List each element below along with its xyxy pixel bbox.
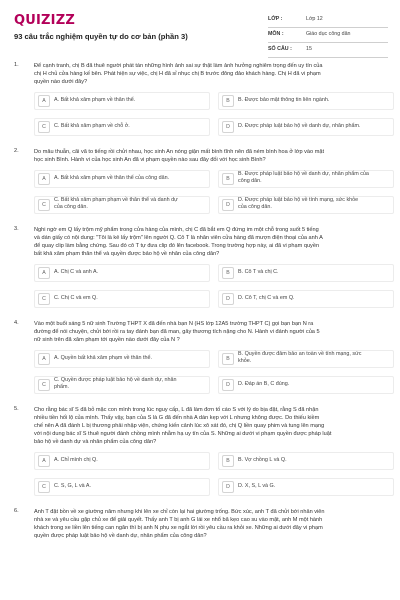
- answer-option-text: [238, 295, 390, 302]
- question-item: [0, 148, 400, 214]
- answer-option-text: [54, 483, 206, 490]
- question-text-line: Vào một buổi sáng 5 nữ sinh Trường THPT X đã đến nhà bạn N (HS lớp 12A5 trường THPT C) gọi bạn bạn N ra: [34, 321, 314, 327]
- answer-option-text-line: A. Bất khả xâm phạm về thân thể của công dân.: [54, 175, 170, 181]
- answer-option-letter: D: [222, 121, 234, 133]
- answer-option-text-line: D. Cô T, chị C và em Q.: [238, 295, 295, 301]
- answer-option-c[interactable]: [38, 376, 214, 394]
- answer-option-c[interactable]: [38, 118, 214, 136]
- answer-option-d[interactable]: [222, 290, 398, 308]
- answer-option-letter: A: [38, 173, 50, 185]
- answer-option-letter: A: [38, 267, 50, 279]
- question-text-line: để quay clip làm bằng chứng. Sau đó cô T tự đưa clip đó lên facebook. Trong trường hợp này, ai đã vi phạm quyền: [34, 243, 320, 249]
- question-text-line: Để cạnh tranh, chị B đã thuê người phát tán những hình ảnh sai sự thật làm ảnh hưởng nghiêm trọng đến uy tín của: [34, 63, 323, 69]
- answer-option-a[interactable]: [38, 170, 214, 188]
- answer-option-letter: B: [222, 173, 234, 185]
- question-text-line: bảo hộ về danh dự và nhân phẩm của công dân?: [34, 439, 157, 445]
- question-text-line: khách trong xe liền lên tiếng can ngăn thì bị anh N phụ xe ngắt lời rồi yêu cầu ra khỏi xe. Những ai dưới đây vi phạm: [34, 525, 323, 531]
- question-number: 1.: [14, 62, 19, 68]
- answer-option-letter: D: [222, 199, 234, 211]
- question-item: [0, 320, 400, 394]
- answer-option-letter: B: [222, 267, 234, 279]
- question-text-line: Cho rằng bác sĩ S đã bỏ mặc con mình trong lúc nguy cấp, L đã làm đơn tố cáo S với lý do bịa đặt, rằng S đã nhận: [34, 407, 319, 413]
- answer-option-text: [238, 351, 390, 365]
- answer-option-text-line: B. Cô T và chị C.: [238, 269, 279, 275]
- question-text-line: và dán giấy có nội dung: "Tôi là kẻ lấy trộm" lên người Q. Cô T là nhân viên cửa hàng đã mượn điện thoại của anh A: [34, 235, 323, 241]
- answer-option-text-line: của công dân.: [238, 204, 272, 210]
- answer-option-text: [238, 97, 390, 104]
- question-text: [34, 320, 386, 344]
- answer-option-letter: A: [38, 353, 50, 365]
- question-text: [34, 62, 386, 86]
- answer-option-text-line: C. S, G, L và A.: [54, 483, 91, 489]
- worksheet-header: [0, 0, 400, 60]
- answer-option-a[interactable]: [38, 92, 214, 110]
- answer-option-text-line: B. Quyền được đảm bảo an toàn về tính mạng, sức: [238, 351, 362, 357]
- meta-class-row: [268, 13, 388, 28]
- answer-option-text-line: D. Được pháp luật bảo hộ về danh dự, nhân phẩm.: [238, 123, 361, 129]
- answer-option-text-line: A. Bất khả xâm phạm về thân thể.: [54, 97, 136, 103]
- answer-option-letter: C: [38, 293, 50, 305]
- answer-option-text-line: D. X, S, L và G.: [238, 483, 276, 489]
- question-number: 2.: [14, 148, 19, 154]
- question-item: [0, 406, 400, 496]
- answer-option-a[interactable]: [38, 264, 214, 282]
- answer-option-text-line: của công dân.: [54, 204, 88, 210]
- meta-count-value: 15: [306, 46, 312, 52]
- answer-option-text-line: A. Quyền bất khả xâm phạm về thân thể.: [54, 355, 152, 361]
- answer-option-letter: C: [38, 481, 50, 493]
- question-number: 4.: [14, 320, 19, 326]
- answer-option-b[interactable]: [222, 170, 398, 188]
- answer-option-text: [238, 171, 390, 185]
- question-text-line: quyền nào dưới đây?: [34, 79, 88, 85]
- worksheet-title: 93 câu trắc nghiệm quyền tự do cơ bản (phần 3): [14, 32, 188, 41]
- question-text-line: bất khả xâm phạm thân thể và quyền được bảo hộ về nhân của công dân?: [34, 251, 220, 257]
- answer-option-text: [54, 123, 206, 130]
- answer-option-text-line: C. Bất khả xâm phạm phạm về thân thể và danh dự: [54, 197, 178, 203]
- meta-subject-label: MÔN :: [268, 31, 284, 37]
- meta-class-value: Lớp 12: [306, 16, 323, 22]
- answer-option-b[interactable]: [222, 452, 398, 470]
- meta-count-label: SỐ CÂU :: [268, 46, 292, 52]
- answer-option-letter: B: [222, 455, 234, 467]
- meta-subject-value: Giáo dục công dân: [306, 31, 351, 37]
- quizizz-logo: QUIZIZZ: [14, 13, 75, 28]
- answer-option-text-line: công dân.: [238, 178, 262, 184]
- question-text: [34, 406, 386, 446]
- answer-option-text: [54, 197, 206, 211]
- answer-option-b[interactable]: [222, 264, 398, 282]
- answer-option-letter: D: [222, 481, 234, 493]
- question-text-line: chế nên A đã đánh L bị thương phải nhập viện, chứng kiến cảnh lúc xô xát đó, chị Q liền quay phim và tung lên mạng: [34, 423, 325, 429]
- answer-option-text: [54, 457, 206, 464]
- question-text: [34, 508, 386, 540]
- answer-option-letter: B: [222, 95, 234, 107]
- answer-option-text: [54, 269, 206, 276]
- answer-option-text-line: D. Đáp án B, C đúng.: [238, 381, 290, 387]
- question-text-line: với nội dung bác sĩ S thuê người đánh chồng mình nhằm hạ uy tín của S. Những ai dưới vi phạm quyền được pháp luật: [34, 431, 332, 437]
- answer-option-text: [238, 381, 390, 388]
- question-text-line: Do mâu thuẫn, cãi vã to tiếng rồi chửi nhau, học sinh An nóng giận mất bình tĩnh nên đã ném bình hoa ở lớp vào mặt: [34, 149, 325, 155]
- worksheet-meta: [268, 13, 388, 58]
- answer-option-a[interactable]: [38, 452, 214, 470]
- answer-option-letter: A: [38, 95, 50, 107]
- question-number: 5.: [14, 406, 19, 412]
- answer-option-letter: C: [38, 379, 50, 391]
- answer-option-letter: D: [222, 379, 234, 391]
- question-text-line: Nghi ngờ em Q lấy trộm mỹ phẩm trong cửa hàng của mình, chị C đã bắt em Q đứng im một chỗ trong suốt 5 tiếng: [34, 227, 319, 233]
- question-item: [0, 508, 400, 540]
- answer-option-c[interactable]: [38, 478, 214, 496]
- answer-option-text: [238, 457, 390, 464]
- answer-option-letter: C: [38, 199, 50, 211]
- answer-option-text-line: khỏe.: [238, 358, 252, 364]
- answer-option-a[interactable]: [38, 350, 214, 368]
- answer-option-b[interactable]: [222, 350, 398, 368]
- answer-option-text-line: B. Vợ chồng L và Q.: [238, 457, 287, 463]
- answer-option-text: [238, 483, 390, 490]
- question-item: [0, 62, 400, 136]
- answer-option-letter: D: [222, 293, 234, 305]
- question-text-line: nữ sinh trên đã xâm phạm tới quyền nào dưới đây của N ?: [34, 337, 180, 343]
- answer-option-text-line: C. Bất khả xâm phạm về chỗ ở.: [54, 123, 130, 129]
- answer-option-d[interactable]: [222, 196, 398, 214]
- answer-option-text-line: A. Chị C và anh A.: [54, 269, 99, 275]
- question-item: [0, 226, 400, 308]
- question-text: [34, 148, 386, 164]
- question-text-line: chị H chủ cửa hàng kế bên. Phát hiện sự việc, chị H đã sỉ nhục chị B trước đông đảo khách hàng. Chị H đã vi phạm: [34, 71, 321, 77]
- question-number: 6.: [14, 508, 19, 514]
- question-number: 3.: [14, 226, 19, 232]
- answer-option-text-line: B. Được pháp luật bảo hộ về danh dự, nhân phẩm của: [238, 171, 369, 177]
- answer-option-d[interactable]: [222, 118, 398, 136]
- question-text-line: nhà xe và yêu cầu gặp chủ xe để giải quyết. Thấy anh T bị anh G lái xe nhổ bã kẹo cao su vào mặt, anh M một hành: [34, 517, 323, 523]
- answer-option-c[interactable]: [38, 196, 214, 214]
- answer-option-text-line: C. Chị C và em Q.: [54, 295, 98, 301]
- question-text-line: học sinh Bình. Hành vi của học sinh An đã vi phạm quyền nào sau đây đối với học sinh Bình?: [34, 157, 266, 163]
- answer-option-text: [54, 175, 206, 182]
- answer-option-d[interactable]: [222, 478, 398, 496]
- meta-subject-row: [268, 28, 388, 43]
- answer-option-text: [54, 295, 206, 302]
- answer-option-letter: A: [38, 455, 50, 467]
- question-text: [34, 226, 386, 258]
- question-text-line: quyền được pháp luật bảo hộ về danh dự, nhân phẩm của công dân?: [34, 533, 207, 539]
- answer-option-text-line: D. Được pháp luật bảo hộ về tính mạng, sức khỏe: [238, 197, 359, 203]
- answer-option-text: [238, 197, 390, 211]
- answer-option-d[interactable]: [222, 376, 398, 394]
- question-text-line: đường để nói chuyện, chửi bới rồi ra tay đánh bạn đã man, gây thương tích nặng cho N. Hành vi đánh người của 5: [34, 329, 320, 335]
- answer-option-text: [238, 269, 390, 276]
- meta-count-row: [268, 43, 388, 58]
- answer-option-c[interactable]: [38, 290, 214, 308]
- answer-option-text: [238, 123, 390, 130]
- answer-option-text-line: B. Được bảo mật thông tin liên ngành.: [238, 97, 330, 103]
- question-text-line: Anh T đặt bồn về xe giường năm nhưng khi lên xe chỉ còn lại hai giường trống. Bức xúc, anh T đã chửi bới nhân viên: [34, 509, 325, 515]
- answer-option-text: [54, 377, 206, 391]
- answer-option-b[interactable]: [222, 92, 398, 110]
- meta-class-label: LỚP :: [268, 16, 283, 22]
- answer-option-text: [54, 355, 206, 362]
- question-text-line: nhiều tiền hối lộ của mình. Thấy vậy, bạn của S là G đã đến nhà A dán kẹp với L nhưng không được. Do thiếu kiềm: [34, 415, 320, 421]
- answer-option-text: [54, 97, 206, 104]
- answer-option-text-line: C. Quyền được pháp luật bảo hộ về danh dự, nhân: [54, 377, 177, 383]
- answer-option-letter: C: [38, 121, 50, 133]
- answer-option-text-line: phẩm.: [54, 384, 69, 390]
- answer-option-letter: B: [222, 353, 234, 365]
- answer-option-text-line: A. Chỉ mình chị Q.: [54, 457, 98, 463]
